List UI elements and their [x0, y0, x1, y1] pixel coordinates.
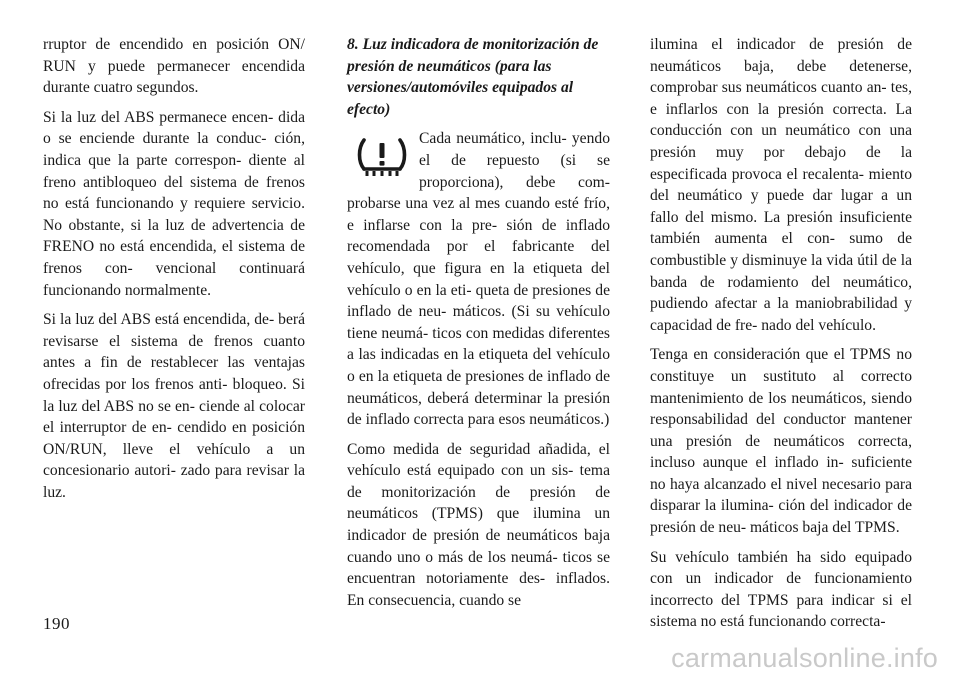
paragraph: ilumina el indicador de presión de neumáticos baja, debe detenerse, comprobar sus neumáticos cuanto an- tes, e inflarlos con la presión correcta. La conducción con un neumático con una presión muy por debajo de la especificada provoca el recalenta- miento del neumático y puede dar lugar a un fallo del mismo. La presión insuficiente también aumenta el con- sumo de combustible y disminuye la vida útil de la banda de rodamiento del neumático, pudiendo afectar a la maniobrabilidad y capacidad de fre- nado del vehículo. — [650, 36, 912, 334]
page-number: 190 — [43, 614, 70, 633]
paragraph: rruptor de encendido en posición ON/ RUN y puede permanecer encendida durante cuatro segundos. — [43, 36, 305, 97]
paragraph: Su vehículo también ha sido equipado con un indicador de funcionamiento incorrecto del TPMS para indicar si el sistema no está funcionando correcta- — [650, 548, 912, 631]
left-column — [43, 34, 305, 511]
paragraph: Cada neumático, inclu- yendo el de repuesto (si se proporciona), debe com- probarse una vez al mes cuando esté frío, e inflarse con la pre- sión de inflado recomendada por el fabricante del vehículo, que figura en la etiqueta del vehículo o en la eti- queta de presiones de inflado de neu- máticos. (Si su vehículo tiene neumá- ticos con medidas diferentes a las indicadas en la etiqueta del vehículo o en la etiqueta de presiones de inflado de neumáticos, deberá determinar la presión de inflado correcta para esos neumáticos.) — [347, 130, 610, 429]
middle-column — [347, 34, 610, 619]
paragraph: Si la luz del ABS está encendida, de- berá revisarse el sistema de frenos cuanto antes a fin de restablecer las ventajas ofrecidas por los frenos anti- bloqueo. Si la luz del ABS no se en- ciende al colocar el interruptor de en- cendido en posición ON/RUN, lleve el vehículo a un concesionario autori- zado para revisar la luz. — [43, 311, 305, 501]
paragraph: Tenga en consideración que el TPMS no constituye un sustituto al correcto mantenimiento de los neumáticos, siendo responsabilidad del conductor mantener una presión de neumáticos correcta, incluso aunque el inflado in- suficiente no haya alcanzado el nivel necesario para disparar la ilumina- ción del indicador de presión de neu- máticos baja del TPMS. — [650, 346, 912, 537]
paragraph: Como medida de seguridad añadida, el vehículo está equipado con un sis- tema de monitorización de presión de neumáticos (TPMS) que ilumina un indicador de presión de neumáticos baja cuando uno o más de los neumá- ticos se encuentran notoriamente des- inflados. En consecuencia, cuando se — [347, 440, 610, 609]
right-column — [650, 34, 912, 641]
tire-pressure-warning-icon — [355, 134, 409, 178]
watermark: carmanualsonline.info — [671, 643, 938, 673]
section-heading: 8. Luz indicadora de monitorización de presión de neumáticos (para las versiones/automóviles equipados al efecto) — [347, 36, 599, 118]
paragraph: Si la luz del ABS permanece encen- dida o se enciende durante la conduc- ción, indica que la parte correspon- diente al freno antibloqueo del sistema de frenos no está funcionando y requiere servicio. No obstante, si la luz de advertencia de FRENO no está encendida, el sistema de frenos con- vencional continuará funcionando normalmente. — [43, 108, 305, 299]
